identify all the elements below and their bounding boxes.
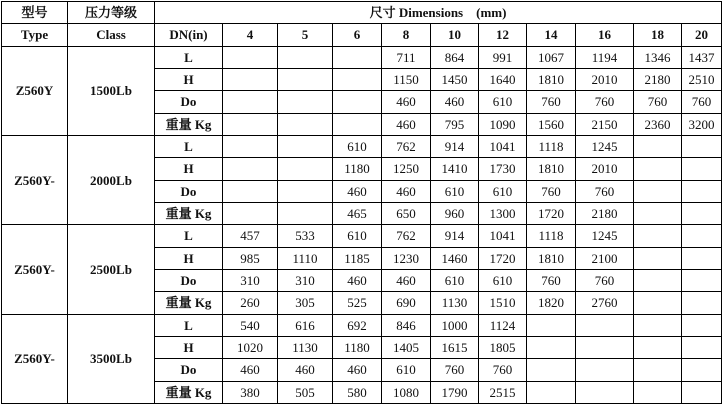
value-cell: 460	[382, 180, 431, 202]
model-type-cell: Z560Y-	[2, 314, 68, 403]
parameter-label: L	[155, 314, 223, 336]
value-cell	[634, 135, 682, 157]
value-cell	[634, 292, 682, 314]
value-cell	[682, 158, 722, 180]
value-cell: 610	[333, 135, 382, 157]
value-cell	[223, 91, 278, 113]
value-cell: 460	[333, 180, 382, 202]
value-cell: 1730	[479, 158, 527, 180]
pressure-class-cell: 2500Lb	[68, 225, 155, 314]
value-cell: 1110	[278, 247, 333, 269]
model-type-cell: Z560Y-	[2, 225, 68, 314]
value-cell	[634, 381, 682, 403]
size-header: 10	[431, 24, 479, 46]
value-cell: 1405	[382, 336, 431, 358]
model-type-cell: Z560Y	[2, 46, 68, 135]
value-cell: 1118	[527, 135, 576, 157]
value-cell	[682, 225, 722, 247]
value-cell	[278, 158, 333, 180]
value-cell: 760	[527, 180, 576, 202]
value-cell: 2100	[576, 247, 634, 269]
value-cell	[576, 336, 634, 358]
value-cell	[333, 46, 382, 68]
value-cell: 1300	[479, 202, 527, 224]
value-cell: 540	[223, 314, 278, 336]
parameter-label: 重量 Kg	[155, 113, 223, 135]
model-type-cell: Z560Y-	[2, 135, 68, 224]
value-cell: 1250	[382, 158, 431, 180]
value-cell	[682, 314, 722, 336]
value-cell	[634, 202, 682, 224]
value-cell: 305	[278, 292, 333, 314]
value-cell	[278, 68, 333, 90]
value-cell: 1185	[333, 247, 382, 269]
parameter-label: H	[155, 247, 223, 269]
parameter-label: 重量 Kg	[155, 292, 223, 314]
value-cell	[634, 225, 682, 247]
value-cell	[223, 202, 278, 224]
size-header: 12	[479, 24, 527, 46]
value-cell	[682, 247, 722, 269]
value-cell	[682, 135, 722, 157]
value-cell: 610	[431, 269, 479, 291]
value-cell	[682, 359, 722, 381]
value-cell: 1000	[431, 314, 479, 336]
value-cell: 2010	[576, 158, 634, 180]
value-cell	[576, 359, 634, 381]
dn-label: DN(in)	[155, 24, 223, 46]
value-cell: 1180	[333, 158, 382, 180]
value-cell: 2010	[576, 68, 634, 90]
value-cell: 460	[431, 91, 479, 113]
value-cell: 1560	[527, 113, 576, 135]
value-cell: 380	[223, 381, 278, 403]
value-cell: 1150	[382, 68, 431, 90]
value-cell: 1194	[576, 46, 634, 68]
value-cell: 1230	[382, 247, 431, 269]
value-cell: 1437	[682, 46, 722, 68]
parameter-label: 重量 Kg	[155, 381, 223, 403]
value-cell	[223, 113, 278, 135]
value-cell: 460	[333, 359, 382, 381]
value-cell: 2150	[576, 113, 634, 135]
value-cell	[682, 202, 722, 224]
value-cell	[333, 91, 382, 113]
value-cell: 760	[527, 91, 576, 113]
value-cell: 1245	[576, 135, 634, 157]
value-cell: 3200	[682, 113, 722, 135]
size-header: 6	[333, 24, 382, 46]
type-header-en: Type	[2, 24, 68, 46]
value-cell: 533	[278, 225, 333, 247]
value-cell: 1041	[479, 135, 527, 157]
value-cell: 760	[576, 91, 634, 113]
parameter-label: L	[155, 135, 223, 157]
value-cell	[333, 113, 382, 135]
value-cell: 460	[278, 359, 333, 381]
value-cell	[278, 180, 333, 202]
value-cell: 914	[431, 135, 479, 157]
value-cell: 2515	[479, 381, 527, 403]
value-cell: 960	[431, 202, 479, 224]
value-cell	[576, 314, 634, 336]
value-cell	[576, 381, 634, 403]
value-cell: 991	[479, 46, 527, 68]
value-cell: 1720	[479, 247, 527, 269]
value-cell: 2180	[634, 68, 682, 90]
value-cell	[278, 135, 333, 157]
value-cell: 310	[278, 269, 333, 291]
value-cell: 1805	[479, 336, 527, 358]
size-header: 18	[634, 24, 682, 46]
value-cell	[278, 202, 333, 224]
size-header: 14	[527, 24, 576, 46]
value-cell: 760	[527, 269, 576, 291]
value-cell: 610	[479, 91, 527, 113]
pressure-class-cell: 2000Lb	[68, 135, 155, 224]
value-cell: 610	[333, 225, 382, 247]
value-cell: 1041	[479, 225, 527, 247]
parameter-label: L	[155, 225, 223, 247]
parameter-label: H	[155, 68, 223, 90]
value-cell	[682, 381, 722, 403]
value-cell: 1720	[527, 202, 576, 224]
value-cell: 1410	[431, 158, 479, 180]
value-cell: 1020	[223, 336, 278, 358]
value-cell: 260	[223, 292, 278, 314]
value-cell: 795	[431, 113, 479, 135]
value-cell: 711	[382, 46, 431, 68]
value-cell	[634, 314, 682, 336]
value-cell: 1790	[431, 381, 479, 403]
value-cell: 1810	[527, 158, 576, 180]
value-cell: 760	[634, 91, 682, 113]
value-cell	[278, 113, 333, 135]
value-cell: 610	[382, 359, 431, 381]
value-cell: 616	[278, 314, 333, 336]
parameter-label: H	[155, 336, 223, 358]
value-cell	[682, 292, 722, 314]
value-cell: 505	[278, 381, 333, 403]
table-row	[2, 314, 722, 336]
parameter-label: 重量 Kg	[155, 202, 223, 224]
value-cell: 460	[333, 269, 382, 291]
value-cell: 580	[333, 381, 382, 403]
value-cell	[634, 180, 682, 202]
value-cell: 846	[382, 314, 431, 336]
value-cell: 460	[223, 359, 278, 381]
value-cell: 1245	[576, 225, 634, 247]
value-cell: 1124	[479, 314, 527, 336]
value-cell: 1615	[431, 336, 479, 358]
size-header: 4	[223, 24, 278, 46]
value-cell: 610	[479, 180, 527, 202]
value-cell: 1180	[333, 336, 382, 358]
value-cell: 2510	[682, 68, 722, 90]
value-cell	[333, 68, 382, 90]
value-cell	[682, 336, 722, 358]
value-cell: 2760	[576, 292, 634, 314]
value-cell: 310	[223, 269, 278, 291]
value-cell	[278, 91, 333, 113]
size-header: 20	[682, 24, 722, 46]
size-header: 5	[278, 24, 333, 46]
value-cell: 760	[576, 269, 634, 291]
value-cell: 1130	[431, 292, 479, 314]
value-cell: 692	[333, 314, 382, 336]
value-cell	[223, 68, 278, 90]
value-cell: 1118	[527, 225, 576, 247]
pressure-class-cell: 3500Lb	[68, 314, 155, 403]
type-header-cn: 型号	[2, 2, 68, 24]
class-header-cn: 压力等级	[68, 2, 155, 24]
value-cell	[223, 46, 278, 68]
value-cell: 1640	[479, 68, 527, 90]
value-cell: 760	[479, 359, 527, 381]
value-cell	[634, 359, 682, 381]
value-cell	[634, 158, 682, 180]
value-cell: 690	[382, 292, 431, 314]
parameter-label: Do	[155, 180, 223, 202]
value-cell: 1067	[527, 46, 576, 68]
value-cell	[682, 269, 722, 291]
value-cell: 460	[382, 269, 431, 291]
value-cell	[634, 336, 682, 358]
value-cell: 1080	[382, 381, 431, 403]
value-cell: 650	[382, 202, 431, 224]
value-cell: 985	[223, 247, 278, 269]
value-cell: 1460	[431, 247, 479, 269]
value-cell: 1450	[431, 68, 479, 90]
value-cell: 760	[682, 91, 722, 113]
value-cell: 760	[431, 359, 479, 381]
dimensions-title: 尺寸 Dimensions (mm)	[155, 2, 722, 24]
parameter-label: H	[155, 158, 223, 180]
parameter-label: Do	[155, 91, 223, 113]
value-cell	[527, 381, 576, 403]
class-header-en: Class	[68, 24, 155, 46]
value-cell: 1510	[479, 292, 527, 314]
value-cell	[634, 247, 682, 269]
value-cell: 2180	[576, 202, 634, 224]
value-cell: 457	[223, 225, 278, 247]
value-cell	[223, 135, 278, 157]
value-cell	[223, 158, 278, 180]
value-cell: 460	[382, 91, 431, 113]
value-cell	[527, 314, 576, 336]
value-cell: 762	[382, 225, 431, 247]
value-cell: 1810	[527, 247, 576, 269]
value-cell: 465	[333, 202, 382, 224]
value-cell	[223, 180, 278, 202]
value-cell: 760	[576, 180, 634, 202]
value-cell: 525	[333, 292, 382, 314]
table-row	[2, 135, 722, 157]
value-cell	[682, 180, 722, 202]
value-cell	[278, 46, 333, 68]
value-cell: 762	[382, 135, 431, 157]
pressure-class-cell: 1500Lb	[68, 46, 155, 135]
parameter-label: Do	[155, 269, 223, 291]
value-cell: 1346	[634, 46, 682, 68]
size-header: 8	[382, 24, 431, 46]
value-cell: 610	[431, 180, 479, 202]
size-header: 16	[576, 24, 634, 46]
value-cell: 1820	[527, 292, 576, 314]
value-cell	[527, 359, 576, 381]
dimensions-table	[1, 1, 722, 404]
value-cell: 1130	[278, 336, 333, 358]
table-row	[2, 225, 722, 247]
parameter-label: Do	[155, 359, 223, 381]
value-cell: 914	[431, 225, 479, 247]
value-cell	[634, 269, 682, 291]
value-cell: 1810	[527, 68, 576, 90]
value-cell: 2360	[634, 113, 682, 135]
table-row	[2, 46, 722, 68]
value-cell: 610	[479, 269, 527, 291]
parameter-label: L	[155, 46, 223, 68]
value-cell: 864	[431, 46, 479, 68]
value-cell	[527, 336, 576, 358]
value-cell: 460	[382, 113, 431, 135]
value-cell: 1090	[479, 113, 527, 135]
